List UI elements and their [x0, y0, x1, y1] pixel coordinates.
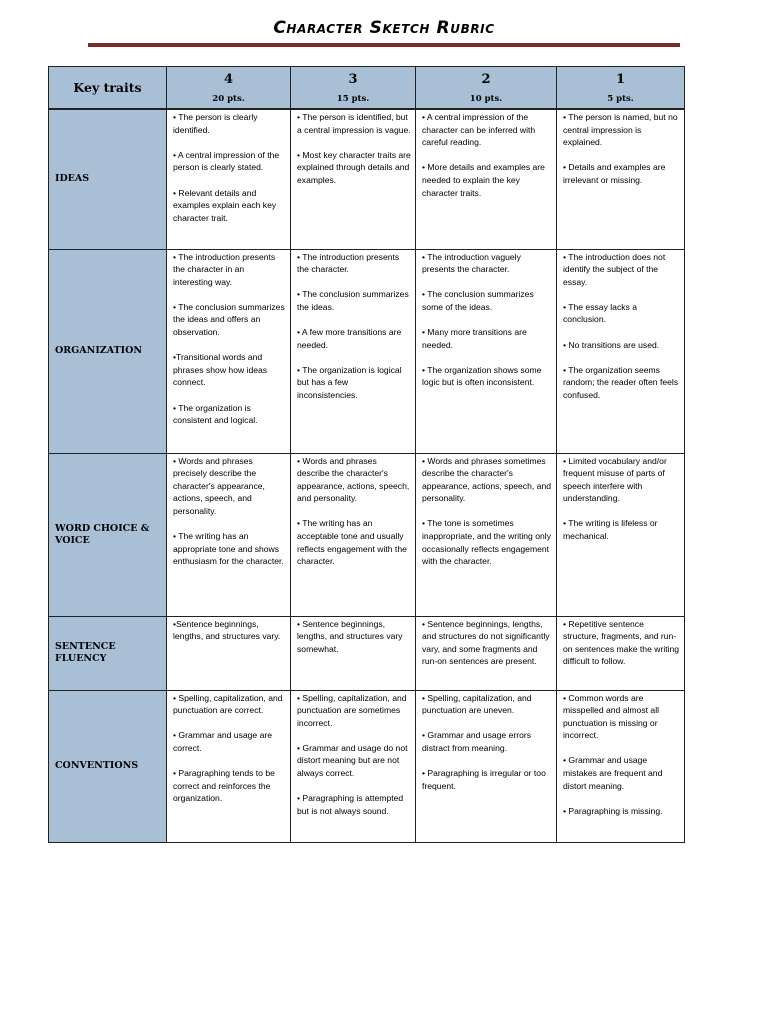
criteria-cell	[416, 109, 557, 249]
criterion: • Paragraphing tends to be correct and reinforces the organization.	[173, 768, 275, 804]
criterion: • The organization is logical but has a few inconsistencies.	[297, 364, 402, 401]
criterion: • Spelling, capitalization, and punctuation are sometimes incorrect.	[297, 692, 407, 728]
page-title: Character Sketch Rubric	[273, 18, 495, 38]
criteria-cell	[557, 453, 685, 616]
criterion: • Sentence beginnings, lengths, and structures vary somewhat.	[297, 618, 403, 654]
criteria-cell	[167, 453, 291, 616]
criterion: • The introduction presents the character in an interesting way.	[173, 251, 276, 287]
criterion: • The organization seems random; the reader often feels confused.	[563, 364, 679, 401]
criteria-cell	[557, 690, 685, 842]
criterion: • No transitions are used.	[563, 339, 660, 350]
criterion: • A few more transitions are needed.	[297, 327, 402, 350]
rubric-row-sentence-fluency	[49, 616, 685, 690]
criteria-cell	[557, 109, 685, 249]
criterion: • Grammar and usage are correct.	[173, 730, 273, 753]
criterion: • Many more transitions are needed.	[422, 327, 527, 350]
criterion: • The organization shows some logic but is often inconsistent.	[422, 364, 542, 388]
criteria-cell	[167, 109, 291, 249]
criteria-cell	[416, 690, 557, 842]
criterion: • The introduction presents the character.	[297, 251, 400, 275]
header-row	[49, 67, 685, 110]
level-header-2	[416, 67, 557, 110]
criterion: • The conclusion summarizes the ideas and offers an observation.	[173, 301, 285, 338]
criteria-cell	[416, 616, 557, 690]
criteria-cell	[291, 453, 416, 616]
level-header-4	[167, 67, 291, 110]
criterion: • Paragraphing is irregular or too frequent.	[422, 768, 546, 791]
level-score: 4	[223, 72, 234, 87]
criterion: • Grammar and usage do not distort meaning but are not always correct.	[297, 742, 408, 779]
criterion: • Words and phrases describe the character's appearance, actions, speech, and personality.	[297, 455, 410, 504]
criterion: • Details and examples are irrelevant or missing.	[563, 162, 666, 185]
criteria-cell	[167, 690, 291, 842]
criterion: • Most key character traits are explained through details and examples.	[297, 149, 411, 185]
rubric-row-ideas	[49, 109, 685, 249]
criteria-cell	[557, 616, 685, 690]
criterion: • The introduction vaguely presents the character.	[422, 251, 521, 275]
criteria-cell	[167, 249, 291, 453]
trait-label: IDEAS	[49, 109, 167, 249]
trait-label: CONVENTIONS	[49, 690, 167, 842]
level-header-3	[291, 67, 416, 110]
criterion: • A central impression of the person is clearly stated.	[173, 149, 280, 173]
criteria-cell	[167, 616, 291, 690]
criteria-cell	[291, 249, 416, 453]
level-points: 15 pts.	[336, 94, 370, 104]
criterion: • The essay lacks a conclusion.	[563, 301, 638, 325]
criterion: • The writing has an appropriate tone and shows enthusiasm for the character.	[173, 531, 284, 567]
rubric-row-conventions	[49, 690, 685, 842]
criteria-cell	[557, 249, 685, 453]
rubric-row-organization	[49, 249, 685, 453]
criteria-cell	[291, 616, 416, 690]
trait-label: ORGANIZATION	[49, 249, 167, 453]
criterion: • The writing has an acceptable tone and usually reflects engagement with the character.	[297, 518, 407, 567]
level-score: 3	[348, 72, 358, 87]
criterion: • The conclusion summarizes the ideas.	[297, 289, 409, 312]
criterion: • Paragraphing is attempted but is not always sound.	[297, 793, 404, 816]
criterion: • Common words are misspelled and almost all punctuation is missing or incorrect.	[563, 692, 660, 741]
criterion: • Grammar and usage mistakes are frequent and distort meaning.	[563, 755, 663, 791]
criterion: • Relevant details and examples explain each key character trait.	[173, 187, 277, 223]
criterion: • Limited vocabulary and/or frequent misuse of parts of speech interfere with understanding.	[563, 455, 667, 504]
criterion: • The person is identified, but a central impression is vague.	[297, 112, 411, 135]
criterion: • The conclusion summarizes some of the ideas.	[422, 289, 534, 312]
trait-label: WORD CHOICE & VOICE	[49, 453, 167, 616]
criterion: • Words and phrases sometimes describe the character's appearance, actions, speech, and personality.	[422, 455, 551, 504]
criterion: •Transitional words and phrases show how ideas connect.	[173, 352, 268, 388]
level-score: 2	[481, 72, 491, 87]
criterion: • The person is clearly identified.	[173, 112, 258, 135]
criteria-cell	[291, 690, 416, 842]
criterion: • The introduction does not identify the subject of the essay.	[563, 251, 666, 287]
criterion: • Spelling, capitalization, and punctuation are uneven.	[422, 692, 532, 716]
criterion: • More details and examples are needed to explain the key character traits.	[422, 162, 545, 198]
title-divider	[88, 43, 680, 47]
criterion: • Words and phrases precisely describe the character's appearance, actions, speech, and personality.	[173, 455, 265, 516]
trait-label: SENTENCE FLUENCY	[49, 616, 167, 690]
criterion: • A central impression of the character can be inferred with careful reading.	[422, 112, 536, 148]
criteria-cell	[416, 249, 557, 453]
criterion: • Paragraphing is missing.	[563, 805, 663, 816]
criterion: • The tone is sometimes inappropriate, and the writing only occasionally reflects engagement with the character.	[422, 518, 551, 567]
criteria-cell	[291, 109, 416, 249]
criterion: • The person is named, but no central impression is explained.	[563, 112, 678, 148]
key-traits-header: Key traits	[49, 67, 167, 110]
level-header-1	[557, 67, 685, 110]
rubric-row-word-choice-voice	[49, 453, 685, 616]
criterion: •Sentence beginnings, lengths, and structures vary.	[173, 618, 281, 642]
rubric-table	[48, 66, 685, 843]
criterion: • Spelling, capitalization, and punctuation are correct.	[173, 692, 283, 716]
criteria-cell	[416, 453, 557, 616]
level-points: 5 pts.	[607, 94, 634, 104]
level-score: 1	[615, 72, 626, 87]
criterion: • Sentence beginnings, lengths, and structures do not significantly vary, and some fragments and run-on sentences are present.	[422, 618, 550, 667]
criterion: • Repetitive sentence structure, fragments, and run-on sentences make the writing difficult to follow.	[563, 618, 680, 667]
criterion: • Grammar and usage errors distract from meaning.	[422, 730, 532, 753]
criterion: • The organization is consistent and logical.	[173, 402, 258, 426]
level-points: 10 pts.	[469, 94, 503, 104]
level-points: 20 pts.	[212, 94, 245, 104]
criterion: • The writing is lifeless or mechanical.	[563, 518, 658, 542]
